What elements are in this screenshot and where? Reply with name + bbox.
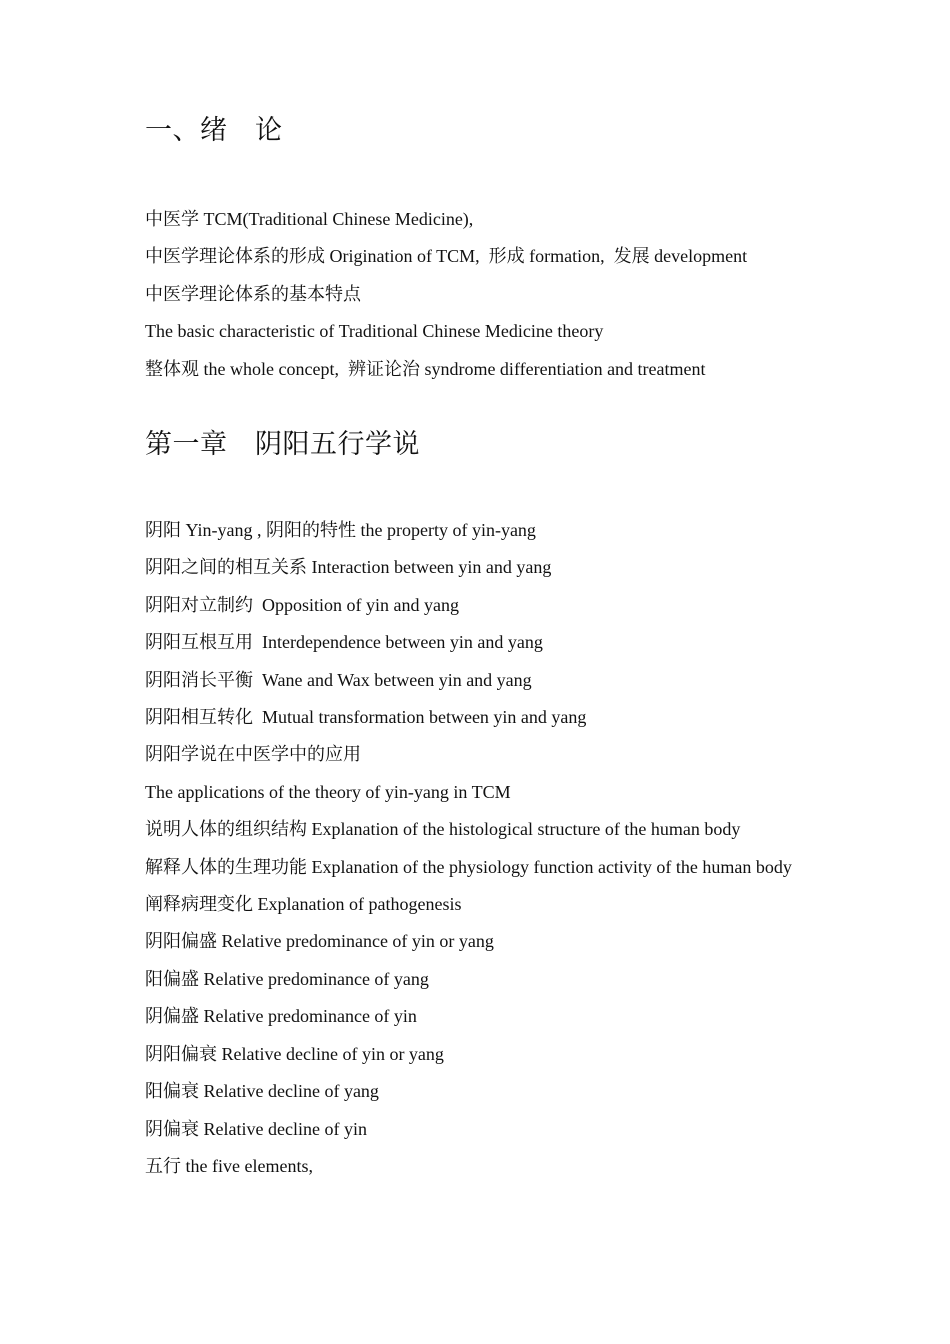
term-line: 阳偏衰 Relative decline of yang <box>145 1081 379 1102</box>
term-line: 阴阳之间的相互关系 Interaction between yin and yang <box>145 557 552 578</box>
term-line: 中医学 TCM(Traditional Chinese Medicine), <box>145 209 474 229</box>
section-heading-chapter-1: 第一章 阴阳五行学说 <box>145 429 420 459</box>
section-heading-introduction: 一、绪 论 <box>145 115 283 145</box>
term-line: 中医学理论体系的基本特点 <box>145 283 361 304</box>
term-line: The applications of the theory of yin-yang in TCM <box>145 781 511 802</box>
term-line: 阐释病理变化 Explanation of pathogenesis <box>145 894 462 915</box>
term-line: 阳偏盛 Relative predominance of yang <box>145 968 429 989</box>
term-line: 阴阳互根互用 Interdependence between yin and yang <box>145 632 543 653</box>
term-line: 阴阳学说在中医学中的应用 <box>145 744 361 765</box>
chapter-1-terms <box>145 512 825 1185</box>
term-line: 阴阳对立制约 Opposition of yin and yang <box>145 594 459 615</box>
term-line: 阴阳偏盛 Relative predominance of yin or yang <box>145 931 494 952</box>
term-line: 阴阳偏衰 Relative decline of yin or yang <box>145 1043 444 1064</box>
introduction-terms <box>145 201 825 388</box>
term-line: 阴阳相互转化 Mutual transformation between yin and yang <box>145 707 587 728</box>
term-line: 解释人体的生理功能 Explanation of the physiology function activity of the human body <box>145 856 792 877</box>
term-line: 阴偏衰 Relative decline of yin <box>145 1118 367 1139</box>
term-line: The basic characteristic of Traditional Chinese Medicine theory <box>145 321 604 342</box>
term-line: 中医学理论体系的形成 Origination of TCM, 形成 formation, 发展 development <box>145 246 748 267</box>
term-line: 五行 the five elements, <box>145 1155 313 1176</box>
term-line: 阴阳消长平衡 Wane and Wax between yin and yang <box>145 669 532 690</box>
term-line: 说明人体的组织结构 Explanation of the histological structure of the human body <box>145 819 741 840</box>
term-line: 阴偏盛 Relative predominance of yin <box>145 1006 417 1027</box>
term-line: 阴阳 Yin-yang , 阴阳的特性 the property of yin-yang <box>145 520 536 540</box>
term-line: 整体观 the whole concept, 辨证论治 syndrome differentiation and treatment <box>145 358 706 379</box>
